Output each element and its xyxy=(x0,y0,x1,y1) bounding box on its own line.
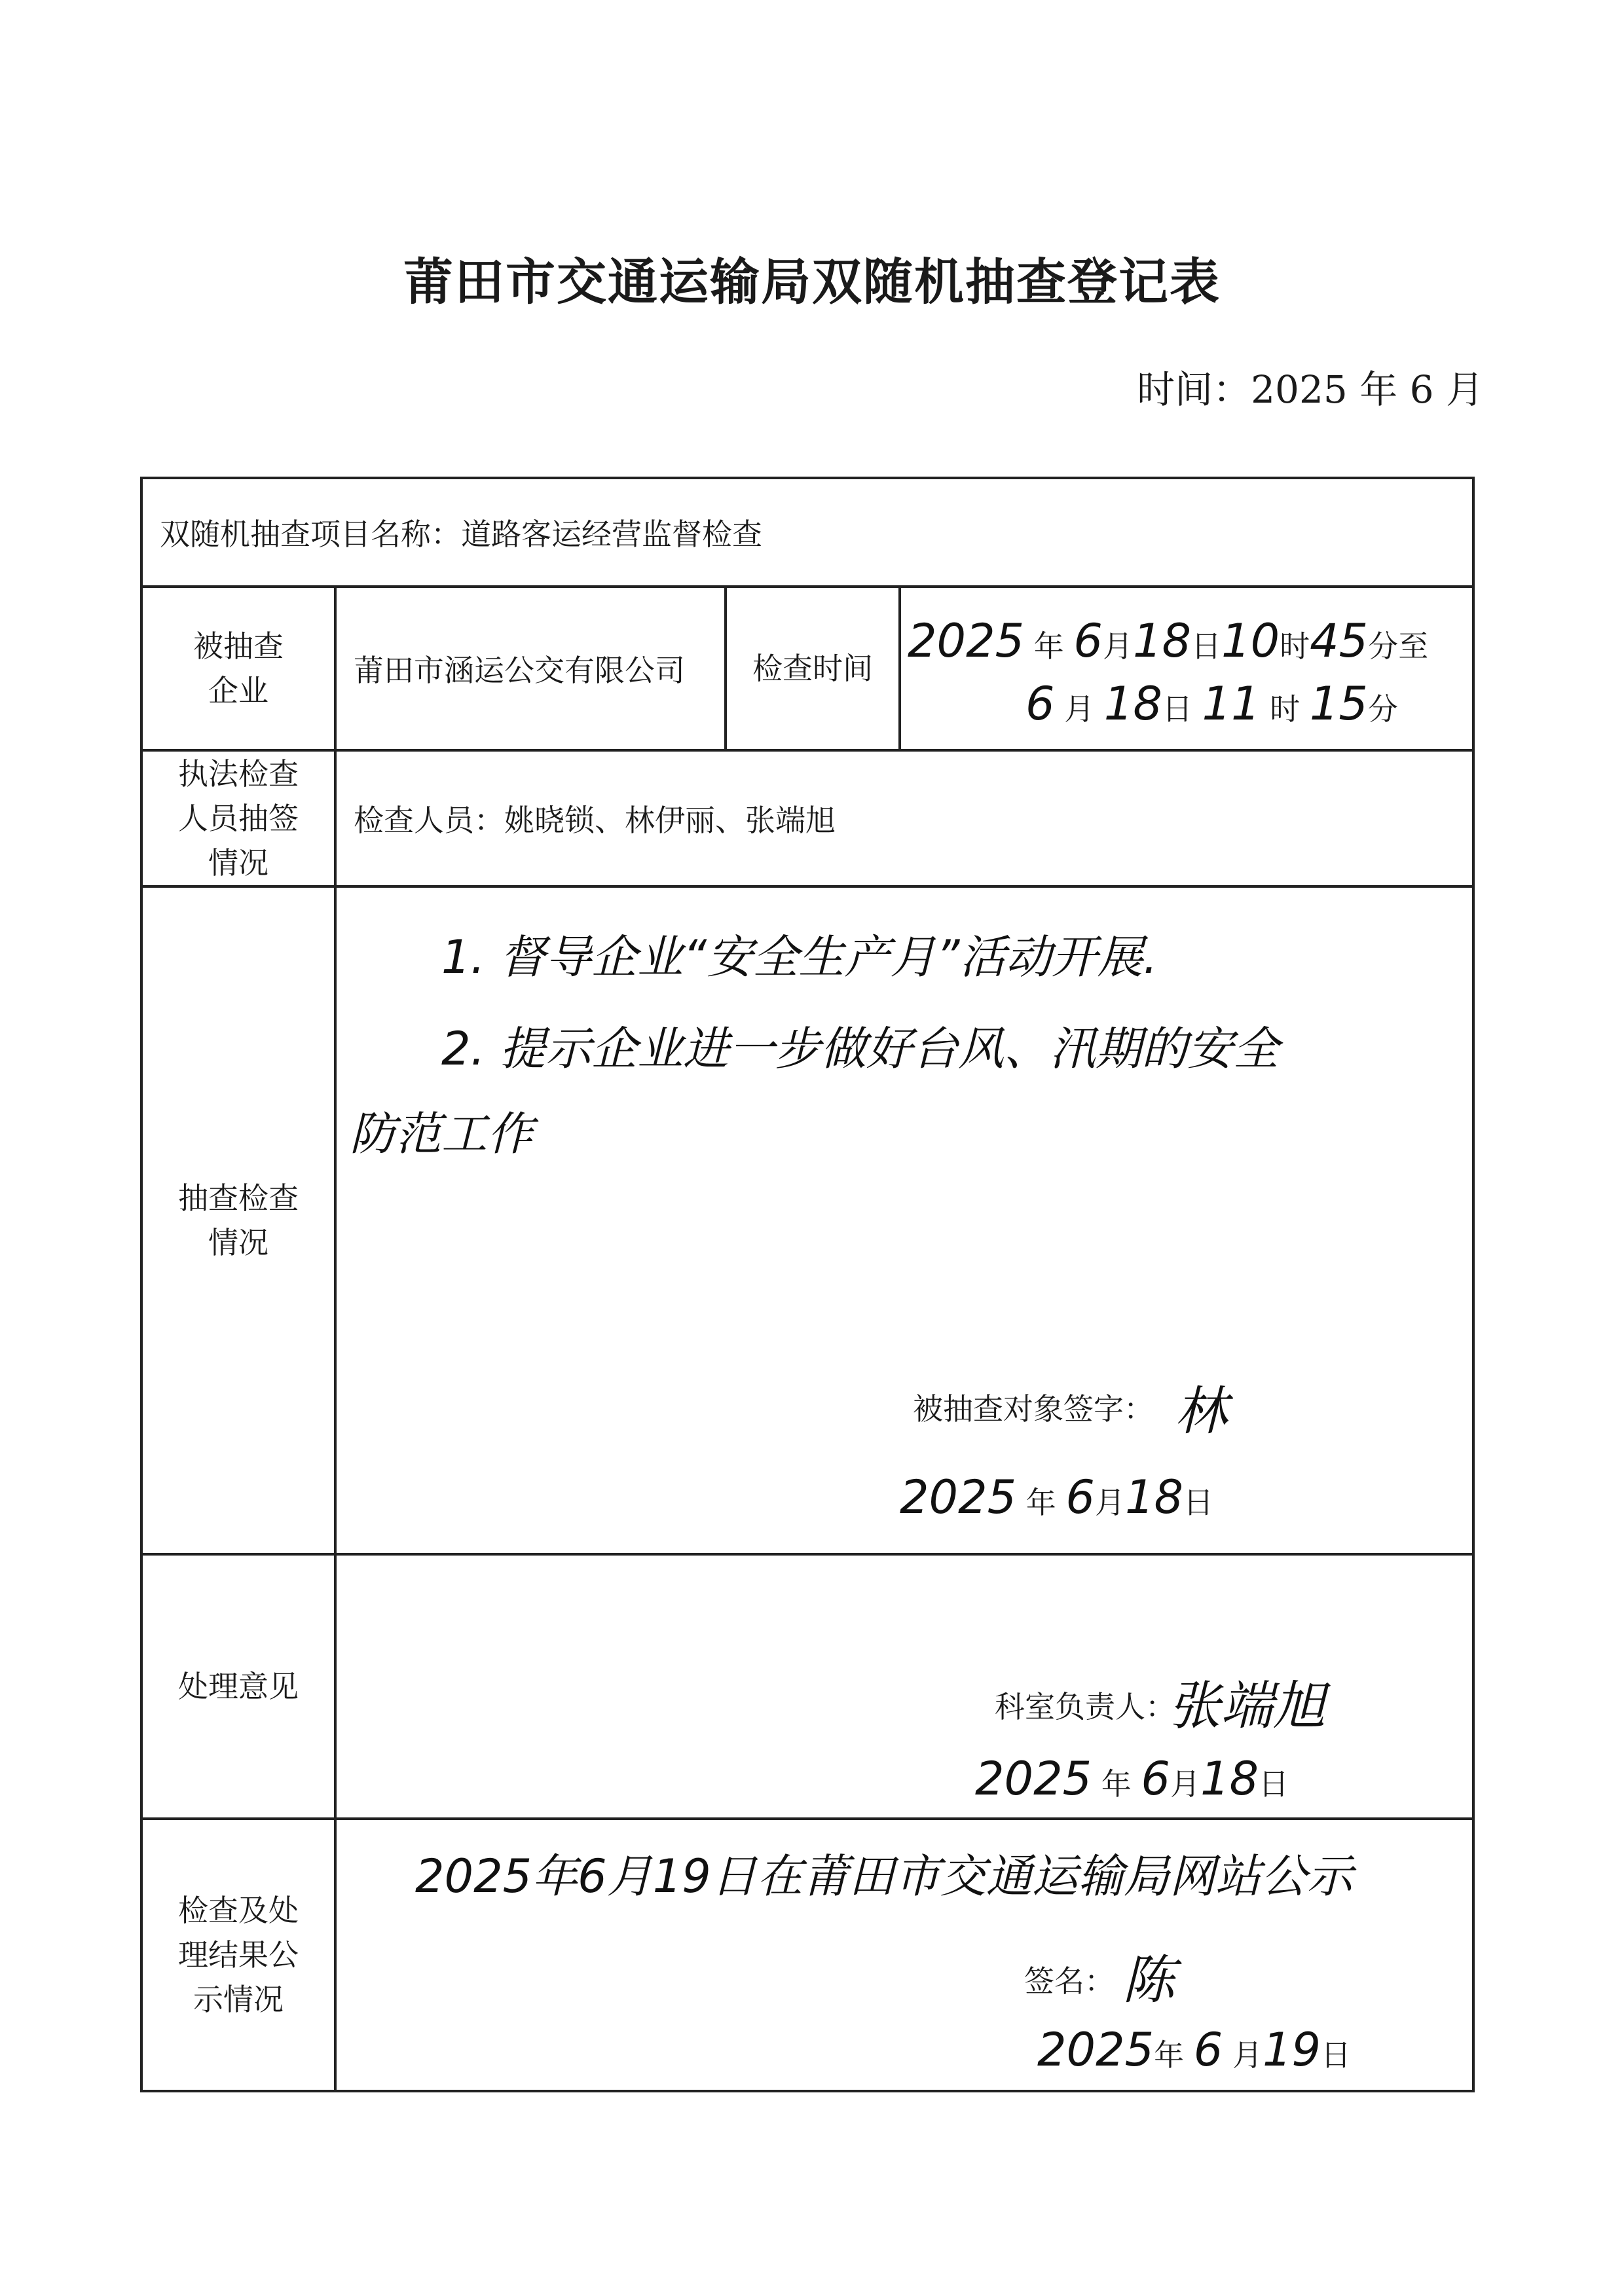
inspectors-value: 检查人员：姚晓锁、林伊丽、张端旭 xyxy=(335,750,1473,886)
opinion-signature: 张端旭 xyxy=(1168,1675,1325,1736)
findings-signature: 林 xyxy=(1175,1381,1227,1442)
company-row xyxy=(141,587,1473,750)
publication-sign-month-unit: 月 xyxy=(1232,2037,1263,2073)
start-minute: 45 xyxy=(1310,614,1369,668)
publication-note: 2025年6月19日在莆田市交通运输局网站公示 xyxy=(415,1850,1353,1903)
publication-signature-label: 签名： xyxy=(1024,1963,1115,1999)
start-year-unit: 年 xyxy=(1033,629,1064,664)
start-month: 6 xyxy=(1073,614,1103,668)
publication-label-line2: 理结果公 xyxy=(178,1937,299,1973)
findings-sign-year: 2025 xyxy=(900,1470,1017,1524)
publication-label-cell xyxy=(141,1819,335,2091)
form-title: 莆田市交通运输局双随机抽查登记表 xyxy=(403,253,1221,311)
publication-sign-year: 2025 xyxy=(1037,2023,1154,2077)
publication-sign-day: 19 xyxy=(1262,2023,1321,2077)
findings-label-cell xyxy=(141,886,335,1554)
opinion-cell xyxy=(335,1554,1473,1819)
publication-sign-year-unit: 年 xyxy=(1154,2037,1185,2073)
publication-sign-date xyxy=(1037,2023,1351,2077)
inspection-time-cell xyxy=(900,587,1473,750)
finding-note-3: 防范工作 xyxy=(350,1107,533,1161)
end-day-unit: 日 xyxy=(1162,691,1192,727)
opinion-sign-day: 18 xyxy=(1200,1752,1259,1806)
end-hour-unit: 时 xyxy=(1270,691,1301,727)
opinion-sign-year-unit: 年 xyxy=(1101,1766,1132,1802)
inspectors-label-line3: 情况 xyxy=(208,845,268,881)
start-minute-unit: 分至 xyxy=(1368,629,1429,664)
inspectors-row xyxy=(141,750,1473,886)
publication-label-line1: 检查及处 xyxy=(178,1893,299,1928)
inspection-end-time xyxy=(1025,677,1398,731)
opinion-sign-month-unit: 月 xyxy=(1170,1766,1200,1802)
end-minute-unit: 分 xyxy=(1367,691,1398,727)
opinion-sign-date xyxy=(975,1752,1289,1806)
project-value: 道路客运经营监督检查 xyxy=(461,517,762,552)
project-label: 双随机抽查项目名称： xyxy=(160,517,461,552)
opinion-sign-day-unit: 日 xyxy=(1259,1766,1289,1802)
findings-sign-day-unit: 日 xyxy=(1183,1485,1214,1520)
findings-label-line2: 情况 xyxy=(208,1225,268,1260)
date-month-unit: 月 xyxy=(1445,367,1484,412)
date-month: 6 xyxy=(1409,367,1434,412)
start-hour-unit: 时 xyxy=(1280,629,1310,664)
findings-cell xyxy=(335,886,1473,1554)
date-year-unit: 年 xyxy=(1359,367,1398,412)
findings-sign-date xyxy=(900,1470,1213,1524)
opinion-sign-month: 6 xyxy=(1141,1752,1170,1806)
company-label-line1: 被抽查 xyxy=(193,629,284,664)
inspectors-label-cell xyxy=(141,750,335,886)
findings-sign-month-unit: 月 xyxy=(1094,1485,1125,1520)
project-cell xyxy=(141,478,1473,587)
publication-label-line3: 示情况 xyxy=(193,1982,284,2017)
publication-signature: 陈 xyxy=(1122,1950,1175,2011)
company-label-cell xyxy=(141,587,335,750)
inspection-start-time xyxy=(908,614,1428,668)
opinion-signature-label: 科室负责人： xyxy=(995,1689,1175,1724)
finding-note-2: 2. 提示企业进一步做好台风、汛期的安全 xyxy=(441,1022,1280,1076)
findings-sign-year-unit: 年 xyxy=(1025,1485,1056,1520)
start-day-unit: 日 xyxy=(1191,629,1222,664)
date-label: 时间： xyxy=(1137,367,1251,412)
start-year: 2025 xyxy=(908,614,1025,668)
registration-table xyxy=(140,477,1472,2082)
publication-cell xyxy=(335,1819,1473,2091)
form-date xyxy=(1137,359,1484,414)
opinion-sign-year: 2025 xyxy=(975,1752,1092,1806)
start-day: 18 xyxy=(1132,614,1192,668)
opinion-row xyxy=(141,1554,1473,1819)
end-month-unit: 月 xyxy=(1064,691,1095,727)
findings-label-line1: 抽查检查 xyxy=(178,1180,299,1216)
end-hour: 11 xyxy=(1202,677,1261,731)
opinion-label: 处理意见 xyxy=(141,1554,335,1819)
publication-sign-month: 6 xyxy=(1193,2023,1223,2077)
project-row xyxy=(141,478,1473,587)
inspection-time-label: 检查时间 xyxy=(726,587,900,750)
start-hour: 10 xyxy=(1221,614,1280,668)
inspectors-label-line1: 执法检查 xyxy=(178,756,299,792)
date-year: 2025 xyxy=(1251,367,1348,412)
company-label-line2: 企业 xyxy=(208,673,268,708)
end-month: 6 xyxy=(1025,677,1055,731)
end-day: 18 xyxy=(1103,677,1162,731)
company-value: 莆田市涵运公交有限公司 xyxy=(335,587,726,750)
findings-sign-month: 6 xyxy=(1065,1470,1095,1524)
publication-sign-day-unit: 日 xyxy=(1321,2037,1352,2073)
start-month-unit: 月 xyxy=(1102,629,1133,664)
end-minute: 15 xyxy=(1309,677,1368,731)
findings-row xyxy=(141,886,1473,1554)
findings-sign-day: 18 xyxy=(1124,1470,1184,1524)
findings-signature-label: 被抽查对象签字： xyxy=(913,1391,1154,1427)
finding-note-1: 1. 督导企业“安全生产月”活动开展. xyxy=(441,930,1158,984)
inspectors-label-line2: 人员抽签 xyxy=(178,801,299,836)
publication-row xyxy=(141,1819,1473,2091)
